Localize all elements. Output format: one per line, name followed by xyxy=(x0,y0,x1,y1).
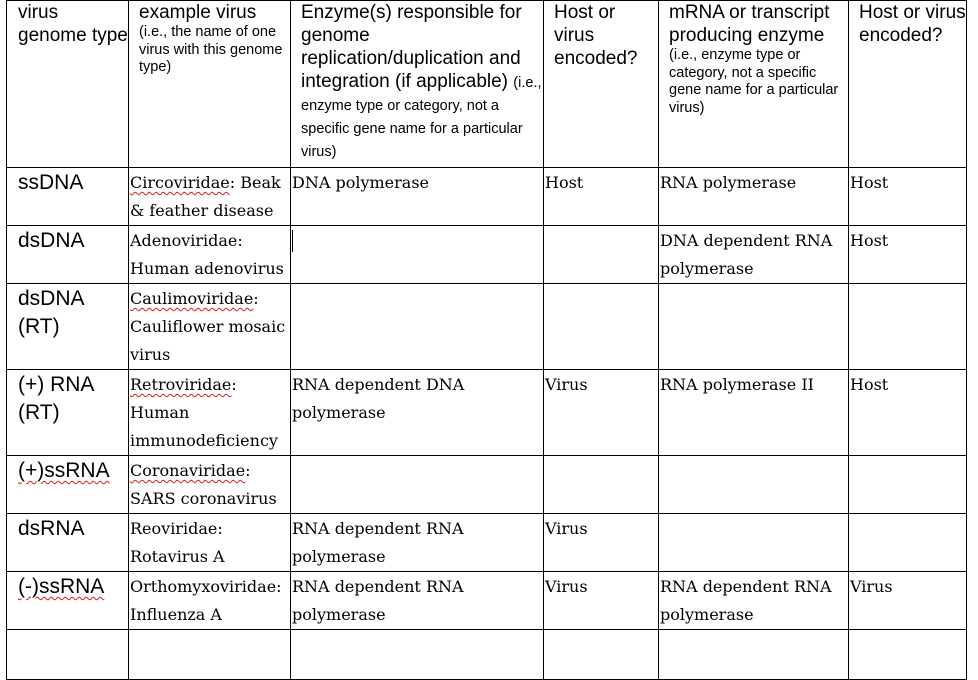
transcription-enzyme-cell[interactable] xyxy=(659,284,849,370)
transcription-enzyme-cell[interactable]: RNA polymerase xyxy=(659,168,849,226)
example-virus-cell[interactable] xyxy=(129,514,291,572)
genome-type-cell[interactable]: dsRNA xyxy=(7,514,129,572)
virus-name: : Influenza A xyxy=(130,577,282,624)
replication-encoded-cell[interactable] xyxy=(544,284,659,370)
replication-encoded-cell[interactable] xyxy=(544,226,659,284)
transcription-enzyme-cell[interactable] xyxy=(659,514,849,572)
replication-enzyme-cell[interactable]: RNA dependent DNA polymerase xyxy=(291,370,544,456)
table-row xyxy=(7,284,967,370)
table-row xyxy=(7,456,967,514)
transcription-enzyme-cell[interactable] xyxy=(659,456,849,514)
transcription-encoded-cell[interactable] xyxy=(849,456,967,514)
virus-family: Reoviridae xyxy=(130,519,218,538)
replication-enzyme-cell[interactable]: RNA dependent RNA polymerase xyxy=(291,514,544,572)
table-row xyxy=(7,514,967,572)
empty-cell[interactable] xyxy=(129,630,291,680)
genome-type-text: (-)ssRNA xyxy=(18,575,105,598)
transcription-enzyme-cell[interactable]: RNA polymerase II xyxy=(659,370,849,456)
header-replication-encoded[interactable]: Host or virus encoded? xyxy=(544,1,659,168)
example-virus-cell[interactable] xyxy=(129,168,291,226)
virus-name: : Cauliflower mosaic virus xyxy=(130,289,286,364)
example-virus-cell[interactable] xyxy=(129,284,291,370)
replication-enzyme-cell[interactable] xyxy=(291,226,544,284)
virus-name: : Rotavirus A xyxy=(130,519,225,566)
genome-type-cell[interactable]: (+) RNA (RT) xyxy=(7,370,129,456)
replication-enzyme-cell[interactable]: RNA dependent RNA polymerase xyxy=(291,572,544,630)
empty-cell[interactable] xyxy=(291,630,544,680)
genome-type-cell[interactable]: ssDNA xyxy=(7,168,129,226)
replication-encoded-cell[interactable]: Virus xyxy=(544,514,659,572)
virus-family: Coronaviridae xyxy=(130,461,246,480)
header-example-virus-title: example virus xyxy=(139,2,257,23)
genome-type-text: (+)ssRNA xyxy=(18,459,110,482)
table-row xyxy=(7,226,967,284)
header-transcription-enzyme[interactable] xyxy=(659,1,849,168)
virus-family: Orthomyxoviridae xyxy=(130,577,277,596)
genome-type-cell[interactable]: dsDNA xyxy=(7,226,129,284)
genome-type-cell[interactable] xyxy=(7,572,129,630)
header-genome-type[interactable]: virus genome type xyxy=(7,1,129,168)
transcription-encoded-cell[interactable]: Host xyxy=(849,370,967,456)
transcription-encoded-cell[interactable] xyxy=(849,514,967,572)
transcription-encoded-cell[interactable]: Host xyxy=(849,226,967,284)
empty-table-row xyxy=(7,630,967,680)
replication-enzyme-cell[interactable] xyxy=(291,456,544,514)
replication-enzyme-cell[interactable] xyxy=(291,284,544,370)
virus-genome-table xyxy=(6,0,967,680)
example-virus-cell[interactable] xyxy=(129,370,291,456)
replication-encoded-cell[interactable]: Virus xyxy=(544,572,659,630)
header-replication-enzyme[interactable] xyxy=(291,1,544,168)
virus-name: : Human adenovirus xyxy=(130,231,284,278)
example-virus-cell[interactable] xyxy=(129,226,291,284)
virus-family: Caulimoviridae xyxy=(130,289,254,308)
transcription-encoded-cell[interactable]: Virus xyxy=(849,572,967,630)
genome-type-cell[interactable] xyxy=(7,456,129,514)
virus-name: : Beak & feather disease xyxy=(130,173,281,220)
transcription-encoded-cell[interactable]: Host xyxy=(849,168,967,226)
virus-family: Retroviridae xyxy=(130,375,232,394)
header-replication-enzyme-title: Enzyme(s) responsible for genome replication/duplication and integration (if applicable) xyxy=(301,2,522,92)
replication-encoded-cell[interactable]: Virus xyxy=(544,370,659,456)
empty-cell[interactable] xyxy=(659,630,849,680)
transcription-enzyme-cell[interactable]: RNA dependent RNA polymerase xyxy=(659,572,849,630)
transcription-enzyme-cell[interactable]: DNA dependent RNA polymerase xyxy=(659,226,849,284)
table-row xyxy=(7,168,967,226)
virus-name: : Human immunodeficiency xyxy=(130,375,278,450)
empty-cell[interactable] xyxy=(7,630,129,680)
replication-encoded-cell[interactable]: Host xyxy=(544,168,659,226)
replication-encoded-cell[interactable] xyxy=(544,456,659,514)
header-row xyxy=(7,1,967,168)
table-row xyxy=(7,370,967,456)
header-transcription-encoded[interactable]: Host or virus encoded? xyxy=(849,1,967,168)
header-transcription-enzyme-title: mRNA or transcript producing enzyme xyxy=(669,2,830,46)
header-transcription-enzyme-note: (i.e., enzyme type or category, not a specific gene name for a particular virus) xyxy=(669,47,839,116)
header-replication-enzyme-note: (i.e., enzyme type or category, not a specific gene name for a particular virus) xyxy=(301,75,542,160)
empty-cell[interactable] xyxy=(849,630,967,680)
example-virus-cell[interactable] xyxy=(129,456,291,514)
header-example-virus-note: (i.e., the name of one virus with this genome type) xyxy=(139,24,283,75)
genome-type-cell[interactable]: dsDNA (RT) xyxy=(7,284,129,370)
virus-family: Circoviridae xyxy=(130,173,230,192)
replication-enzyme-cell[interactable]: DNA polymerase xyxy=(291,168,544,226)
header-example-virus[interactable] xyxy=(129,1,291,168)
text-cursor xyxy=(292,230,293,252)
empty-cell[interactable] xyxy=(544,630,659,680)
virus-name: : SARS coronavirus xyxy=(130,461,277,508)
table-row xyxy=(7,572,967,630)
example-virus-cell[interactable] xyxy=(129,572,291,630)
virus-family: Adenoviridae xyxy=(130,231,238,250)
transcription-encoded-cell[interactable] xyxy=(849,284,967,370)
